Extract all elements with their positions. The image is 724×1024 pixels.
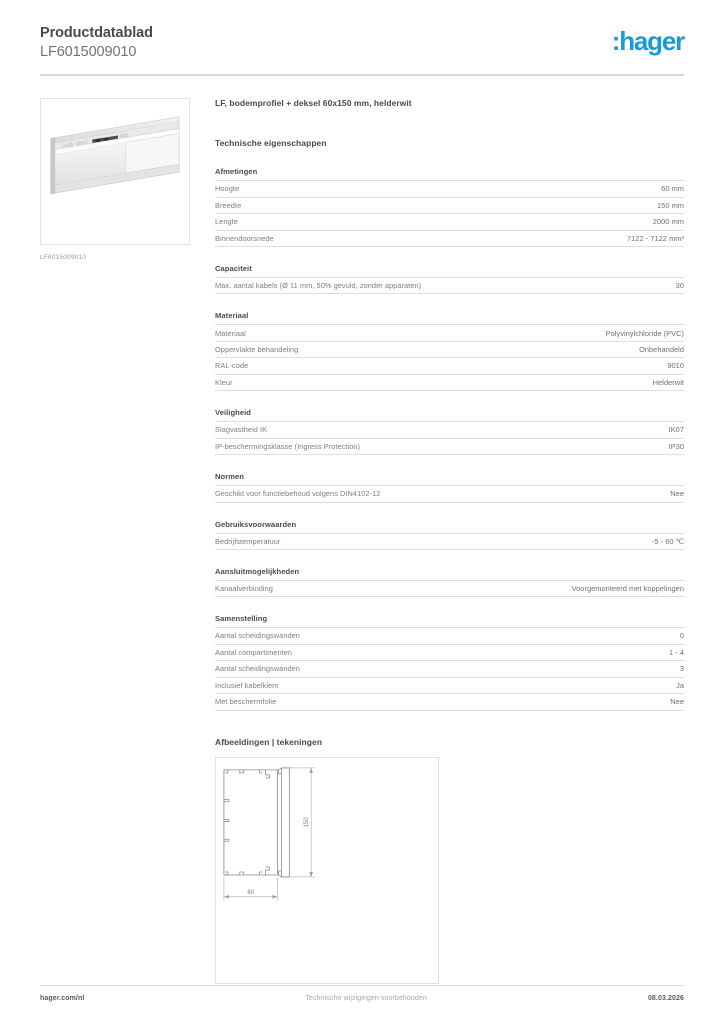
spec-group-title: Afmetingen — [215, 167, 258, 177]
spec-label: IP-beschermingsklasse (Ingress Protection) — [215, 441, 361, 451]
spec-group-title: Gebruiksvoorwaarden — [215, 519, 297, 529]
spec-label: Met beschermfolie — [215, 697, 277, 707]
footer-date: 08.03.2026 — [647, 995, 684, 1002]
product-details-column — [215, 98, 684, 983]
spec-label: Max. aantal kabels (Ø 11 mm, 50% gevuld, zonder apparaten) — [215, 281, 422, 291]
spec-table — [215, 580, 684, 597]
spec-value: Voorgemonteerd met koppelingen — [571, 584, 684, 594]
spec-value: Nee — [670, 489, 684, 499]
table-row — [215, 694, 684, 710]
table-row — [215, 214, 684, 230]
table-row — [215, 628, 684, 644]
spec-label: Slagvastheid IK — [215, 425, 268, 435]
spec-value: 30 — [675, 281, 684, 291]
spec-table — [215, 277, 684, 294]
spec-label: Hoogte — [215, 184, 240, 194]
spec-label: Geschikt voor functiebehoud volgens DIN4102-12 — [215, 489, 381, 499]
product-photo-illustration — [41, 99, 189, 244]
spec-group — [215, 408, 684, 455]
spec-group-title: Aansluitmogelijkheden — [215, 566, 300, 576]
spec-label: Aantal compartimenten — [215, 647, 293, 657]
spec-value: IP30 — [668, 441, 684, 451]
spec-group — [215, 520, 684, 550]
table-row — [215, 486, 684, 502]
spec-label: Lengte — [215, 217, 238, 227]
spec-group — [215, 614, 684, 710]
spec-label: Kleur — [215, 377, 233, 387]
technical-drawing — [215, 757, 439, 984]
table-row — [215, 197, 684, 213]
spec-value: Onbehandeld — [639, 344, 684, 354]
table-row — [215, 341, 684, 357]
hager-logo: :hager — [611, 26, 684, 56]
spec-label: Breedte — [215, 200, 242, 210]
spec-label: Oppervlakte behandeling — [215, 344, 299, 354]
table-row — [215, 438, 684, 454]
table-row — [215, 661, 684, 677]
spec-value: 150 mm — [657, 200, 684, 210]
spec-group-title: Veiligheid — [215, 408, 251, 418]
spec-group-title: Capaciteit — [215, 264, 252, 273]
cross-section-drawing — [216, 758, 438, 983]
table-row — [215, 422, 684, 438]
spec-value: IK07 — [668, 425, 684, 435]
spec-table — [215, 485, 684, 502]
spec-label: Kanaalverbinding — [215, 584, 273, 594]
table-row — [215, 230, 684, 246]
spec-value: -5 - 60 ℃ — [651, 536, 684, 546]
spec-value: Nee — [670, 697, 684, 707]
page-title: Productdatablad — [40, 25, 153, 41]
spec-group — [215, 264, 684, 294]
product-name: LF, bodemprofiel + deksel 60x150 mm, helderwit — [215, 98, 412, 109]
product-image — [40, 98, 190, 245]
spec-label: Aantal scheidingswanden — [215, 631, 300, 641]
spec-table — [215, 533, 684, 550]
spec-value: 1 - 4 — [668, 647, 684, 657]
drawings-heading: Afbeeldingen | tekeningen — [215, 736, 323, 747]
spec-value: 9010 — [667, 361, 684, 371]
footer-website[interactable]: hager.com/nl — [40, 995, 85, 1002]
spec-table — [215, 627, 684, 710]
spec-value: 3 — [679, 664, 684, 674]
table-row — [215, 181, 684, 197]
spec-table — [215, 180, 684, 247]
table-row — [215, 325, 684, 341]
spec-group — [215, 167, 684, 247]
spec-value: 0 — [679, 631, 684, 641]
table-row — [215, 533, 684, 549]
drawing-height-label: 150 — [304, 817, 311, 827]
product-figure — [40, 98, 190, 261]
table-row — [215, 580, 684, 596]
product-image-column — [40, 98, 215, 261]
spec-groups — [215, 167, 684, 710]
table-row — [215, 644, 684, 660]
spec-group — [215, 311, 684, 391]
spec-value: Ja — [676, 680, 684, 690]
spec-group-title: Materiaal — [215, 311, 249, 321]
spec-value: 7122 - 7122 mm² — [626, 233, 684, 243]
product-reference: LF6015009010 — [40, 44, 137, 61]
header-titles — [40, 24, 153, 62]
spec-group-title: Normen — [215, 472, 244, 482]
page-body — [40, 76, 684, 983]
page-header — [40, 0, 684, 62]
spec-table — [215, 324, 684, 391]
table-row — [215, 374, 684, 390]
drawing-width-label: 60 — [247, 889, 254, 896]
spec-label: Materiaal — [215, 328, 246, 338]
product-image-caption: LF6015009010 — [40, 254, 87, 262]
spec-table — [215, 421, 684, 455]
spec-group-title: Samenstelling — [215, 614, 268, 624]
spec-value: Helderwit — [652, 377, 684, 387]
spec-label: Bedrijfstemperatuur — [215, 536, 281, 546]
technical-properties-heading: Technische eigenschappen — [215, 138, 327, 149]
spec-value: Polyvinylchloride (PVC) — [605, 328, 684, 338]
spec-label: RAL-code — [215, 361, 249, 371]
spec-group — [215, 472, 684, 502]
spec-label: Inclusief kabelklem — [215, 680, 279, 690]
page-footer — [40, 985, 684, 1002]
spec-label: Aantal scheidingswanden — [215, 664, 300, 674]
spec-label: Binnendoorsnede — [215, 233, 274, 243]
footer-disclaimer: Technische wijzigingen voorbehouden — [305, 995, 427, 1002]
spec-value: 60 mm — [661, 184, 684, 194]
spec-group — [215, 567, 684, 597]
table-row — [215, 677, 684, 693]
table-row — [215, 358, 684, 374]
spec-value: 2000 mm — [652, 217, 684, 227]
table-row — [215, 278, 684, 294]
